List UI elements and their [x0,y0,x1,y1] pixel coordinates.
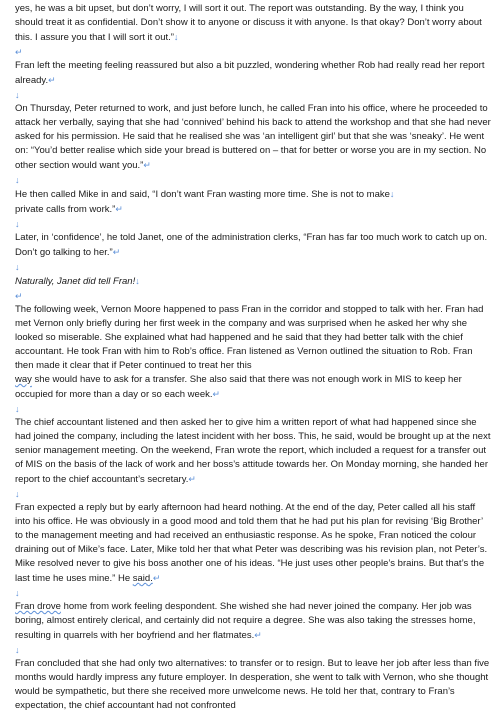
line-break-icon: ↓ [15,175,20,185]
line-break-icon: ↓ [173,32,179,42]
paragraph[interactable] [15,2,493,45]
paragraph[interactable] [15,187,493,202]
paragraph[interactable] [15,600,493,643]
paragraph[interactable] [15,289,493,303]
line-break-icon: ↓ [15,404,20,414]
paragraph-mark-icon: ↵ [212,389,221,399]
paragraph-mark-icon: ↵ [115,204,123,214]
paragraph[interactable] [15,373,493,402]
paragraph[interactable] [15,274,493,289]
line-break-icon: ↓ [15,588,20,598]
paragraph[interactable] [15,586,493,600]
paragraph-text: The following week, Vernon Moore happened to pass Fran in the corridor and stopped to talk with her. Fran had met Vernon only briefly during her first week in the company and was surprised when he asked her why she looked so miserable. She explained what had happened and he said that they had better talk with the chief accountant. He took Fran with him to Rob’s office. Fran listened as Vernon outlined the situation to Rob. Fran then made it clear that if Peter continued to treat her this [15,304,484,371]
paragraph-mark-icon: ↵ [143,160,151,170]
paragraph-text: Fran left the meeting feeling reassured but also a bit puzzled, wondering whether Rob had really read her report already. [15,60,485,86]
line-break-icon: ↓ [15,90,20,100]
spelling-flag[interactable]: said. [132,573,153,584]
paragraph[interactable] [15,416,493,487]
paragraph-text: yes, he was a bit upset, but don’t worry, I will sort it out. The report was outstanding. By the way, I think you should treat it as confidential. Don’t show it to anyone or discuss it with anyone. Is that okay? Don’t worry about this. I assure you that I will sort it out.” [15,3,482,43]
line-break-icon: ↓ [15,645,20,655]
paragraph-mark-icon: ↵ [188,474,196,484]
paragraph[interactable] [15,260,493,274]
paragraph-mark-icon: ↵ [112,247,121,257]
paragraph[interactable] [15,643,493,657]
paragraph[interactable] [15,202,493,217]
spelling-flag[interactable]: way [15,374,32,385]
paragraph-mark-icon: ↵ [152,573,161,583]
paragraph-mark-icon: ↵ [15,291,23,301]
spelling-flag[interactable]: Fran drove [15,601,61,612]
paragraph[interactable] [15,59,493,88]
paragraph-text: Fran concluded that she had only two alternatives: to transfer or to resign. But to leave her job after less than five months would hardly impress any future employer. In desperation, she went to talk with Vernon, who she thought would be sympathetic, but there she received more unwelcome news. He told her that, contrary to Fran’s expectation, the chief accountant had not confronted [15,658,490,711]
paragraph-text: On Thursday, Peter returned to work, and just before lunch, he called Fran into his office, where he proceeded to attack her verbally, saying that she had ‘connived’ behind his back to attend the workshop and that she had never asked for his permission. He said that he realised she was ‘an intelligent girl’ but that she was ‘sneaky’. He went on: “You’d better realise which side your bread is buttered on – that for better or worse you are in my section. No other section would want you.” [15,103,491,171]
paragraph[interactable] [15,102,493,173]
paragraph[interactable] [15,88,493,102]
paragraph[interactable] [15,487,493,501]
paragraph-text: Naturally, Janet did tell Fran! [15,276,136,287]
paragraph[interactable] [15,45,493,59]
paragraph-text: Fran expected a reply but by early afternoon had heard nothing. At the end of the day, Peter called all his staff into his office. He was obviously in a good mood and told them that he had put his plan for revising ‘Big Brother’ to the management meeting and had received an enthusiastic response. As he spoke, Fran noticed the colour draining out of Mike’s face. Later, Mike told her that what Peter was describing was his revision plan, not Peter’s. Mike resolved never to give his boss another one of his ideas. “He just uses other people’s brains. But that’s the last time he uses mine.” He [15,502,488,584]
paragraph-text: The chief accountant listened and then asked her to give him a written report of what had happened since she had joined the company, including the latest incident with her boss. This, he said, would be brought up at the next senior management meeting. On the weekend, Fran wrote the report, which included a request for a transfer out of MIS on the basis of the lack of work and her boss’s attitude towards her. On Monday morning, she handed her report to the chief accountant’s secretary. [15,417,491,485]
paragraph[interactable] [15,231,493,260]
paragraph-mark-icon: ↵ [15,47,23,57]
paragraph[interactable] [15,501,493,586]
paragraph[interactable] [15,657,493,713]
paragraph[interactable] [15,402,493,416]
paragraph-mark-icon: ↵ [48,75,56,85]
line-break-icon: ↓ [135,276,140,286]
paragraph-text: He then called Mike in and said, “I don’t want Fran wasting more time. She is not to make [15,189,390,200]
line-break-icon: ↓ [15,262,20,272]
line-break-icon: ↓ [15,219,20,229]
paragraph-mark-icon: ↵ [254,630,262,640]
paragraph[interactable] [15,217,493,231]
line-break-icon: ↓ [15,489,20,499]
paragraph-text: Later, in ‘confidence’, he told Janet, one of the administration clerks, “Fran has far too much work to catch up on. Don’t go talking to her.” [15,232,488,258]
paragraph-text: private calls from work.” [15,204,116,215]
paragraph-text: she would have to ask for a transfer. She also said that there was not enough work in MIS to keep her occupied for more than a day or so each week. [15,374,462,400]
paragraph[interactable] [15,303,493,373]
paragraph-text: home from work feeling despondent. She wished she had never joined the company. Her job was boring, almost entirely clerical, and certainly did not require a degree. She was also taking the stresses home, resulting in quarrels with her boyfriend and her flatmates. [15,601,476,641]
paragraph[interactable] [15,173,493,187]
line-break-icon: ↓ [389,189,395,199]
